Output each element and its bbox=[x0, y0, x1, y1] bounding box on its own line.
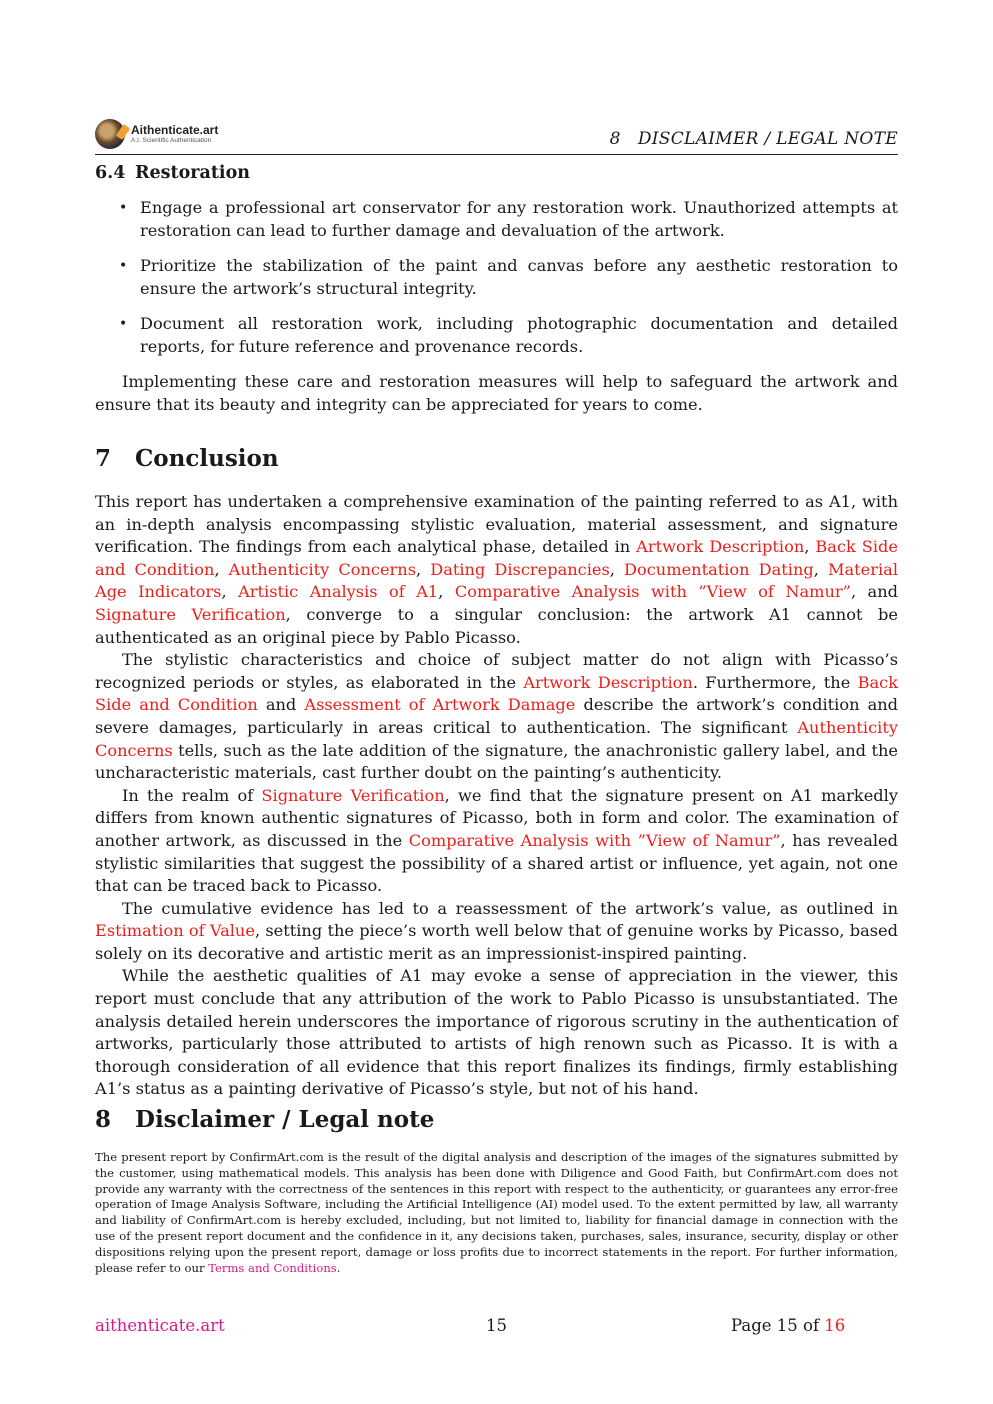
section-number: 7 bbox=[95, 445, 112, 472]
subsection-title: Restoration bbox=[135, 163, 250, 183]
paragraph: This report has undertaken a comprehensive examination of the painting referred to as A1, with an in-depth analysis encompassing stylistic evaluation, material assessment, and signature verification. The findings from each analytical phase, detailed in Artwork Description, Back Side and Condition, Authenticity Concerns, Dating Discrepancies, Documentation Dating, Material Age Indicators, Artistic Analysis of A1, Comparative Analysis with ”View of Namur”, and Signature Verification, converge to a singular conclusion: the artwork A1 cannot be authenticated as an original piece by Pablo Picasso. bbox=[95, 492, 899, 647]
link-estimation-of-value[interactable]: Estimation of Value bbox=[95, 921, 255, 941]
link-artwork-description[interactable]: Artwork Description bbox=[636, 537, 805, 557]
paragraph: The cumulative evidence has led to a reassessment of the artwork’s value, as outlined in Estimation of Value, setting the piece’s worth well below that of genuine works by Picasso, based solely on its decorative and artistic merit as an impressionist-inspired painting. bbox=[95, 898, 898, 963]
paragraph: In the realm of Signature Verification, we find that the signature present on A1 markedly differs from known authentic signatures of Picasso, both in form and color. The examination of another artwork, as discussed in the Comparative Analysis with ”View of Namur”, has revealed stylistic similarities that suggest the possibility of a shared artist or influence, yet again, not one that can be traced back to Picasso. bbox=[95, 785, 899, 896]
link-signature-verification[interactable]: Signature Verification bbox=[261, 785, 445, 805]
link-authenticity-concerns[interactable]: Authenticity Concerns bbox=[228, 559, 417, 579]
logo-name: Aithenticate.art bbox=[131, 122, 219, 137]
footer-site-link[interactable]: aithenticate.art bbox=[95, 1316, 225, 1335]
link-material-age-indicators[interactable]: Material Age Indicators bbox=[95, 559, 898, 602]
subsection-number: 6.4 bbox=[95, 163, 126, 183]
logo-brush-icon bbox=[95, 119, 125, 149]
page-count: Page 15 of 16 bbox=[731, 1316, 846, 1335]
section-heading bbox=[95, 445, 279, 472]
subsection-heading bbox=[95, 163, 250, 183]
paragraph: Implementing these care and restoration measures will help to safeguard the artwork and ensure that its beauty and integrity can be appreciated for years to come. bbox=[95, 372, 898, 414]
section-heading bbox=[95, 1106, 434, 1133]
logo-tagline: A.I. Scientific Authentication bbox=[131, 136, 212, 144]
restoration-list bbox=[95, 197, 898, 371]
paragraph: The stylistic characteristics and choice of subject matter do not align with Picasso’s recognized periods or styles, as elaborated in the Artwork Description. Furthermore, the Back Side and Condition and Assessment of Artwork Damage describe the artwork’s condition and severe damages, particularly in areas critical to authentication. The significant Authenticity Concerns tells, such as the late addition of the signature, the anachronistic gallery label, and the uncharacteristic materials, cast further doubt on the painting’s authenticity. bbox=[95, 650, 899, 783]
link-comparative-analysis[interactable]: Comparative Analysis with ”View of Namur” bbox=[408, 830, 781, 850]
link-assessment-damage[interactable]: Assessment of Artwork Damage bbox=[304, 695, 576, 715]
link-dating-discrepancies[interactable]: Dating Discrepancies bbox=[430, 559, 610, 579]
paragraph: While the aesthetic qualities of A1 may evoke a sense of appreciation in the viewer, this report must conclude that any attribution of the work to Pablo Picasso is unsubstantiated. The analysis detailed herein underscores the importance of rigorous scrutiny in the authentication of artworks, particularly those attributed to artists of high renown such as Picasso. It is with a thorough consideration of all evidence that this report finalizes its findings, firmly establishing A1’s status as a painting derivative of Picasso’s style, but not of his hand. bbox=[95, 966, 898, 1099]
link-authenticity-concerns[interactable]: Authenticity Concerns bbox=[95, 717, 898, 760]
link-artwork-description[interactable]: Artwork Description bbox=[523, 672, 693, 692]
page-number: 15 bbox=[486, 1316, 507, 1335]
link-comparative-analysis[interactable]: Comparative Analysis with ”View of Namur” bbox=[454, 582, 851, 602]
conclusion-body bbox=[95, 491, 898, 1101]
link-terms-and-conditions[interactable]: Terms and Conditions bbox=[208, 1260, 337, 1275]
page-header bbox=[95, 117, 898, 155]
disclaimer-text: The present report by ConfirmArt.com is the result of the digital analysis and description of the images of the signatures submitted by the customer, using mathematical models. This analysis has been done with Diligence and Good Faith, but ConfirmArt.com does not provide any warranty with the correctness of the sentences in this report with respect to the authenticity, or guarantees any error-free operation of Image Analysis Software, including the Artificial Intelligence (AI) model used. To the extent permitted by law, all warranty and liability of ConfirmArt.com is hereby excluded, including, but not limited to, liability for financial damage in connection with the use of the present report document and the confidence in it, any decisions taken, purchases, sales, insurance, security, display or other dispositions relying upon the present report, damage or loss profits due to incorrect statements in the report. For further information, please refer to our Terms and Conditions. bbox=[95, 1150, 898, 1275]
logo bbox=[95, 119, 218, 149]
link-back-side-condition[interactable]: Back Side and Condition bbox=[95, 672, 899, 715]
link-signature-verification[interactable]: Signature Verification bbox=[95, 604, 286, 624]
link-last-page[interactable]: 16 bbox=[824, 1316, 846, 1335]
list-item: • Document all restoration work, including photographic documentation and detailed reports, for future reference and provenance records. bbox=[95, 313, 898, 358]
link-back-side-condition[interactable]: Back Side and Condition bbox=[95, 537, 899, 579]
section-title: Disclaimer / Legal note bbox=[135, 1106, 435, 1133]
list-item: • Engage a professional art conservator for any restoration work. Unauthorized attempts at restoration can lead to further damage and devaluation of the artwork. bbox=[95, 197, 898, 242]
link-artistic-analysis[interactable]: Artistic Analysis of A1 bbox=[238, 582, 439, 602]
section-number: 8 bbox=[95, 1106, 112, 1133]
section-title: Conclusion bbox=[135, 445, 279, 472]
running-head: 8 DISCLAIMER / LEGAL NOTE bbox=[609, 129, 898, 149]
list-item: • Prioritize the stabilization of the paint and canvas before any aesthetic restoration to ensure the artwork’s structural integrity. bbox=[95, 255, 898, 300]
link-documentation-dating[interactable]: Documentation Dating bbox=[624, 559, 814, 579]
